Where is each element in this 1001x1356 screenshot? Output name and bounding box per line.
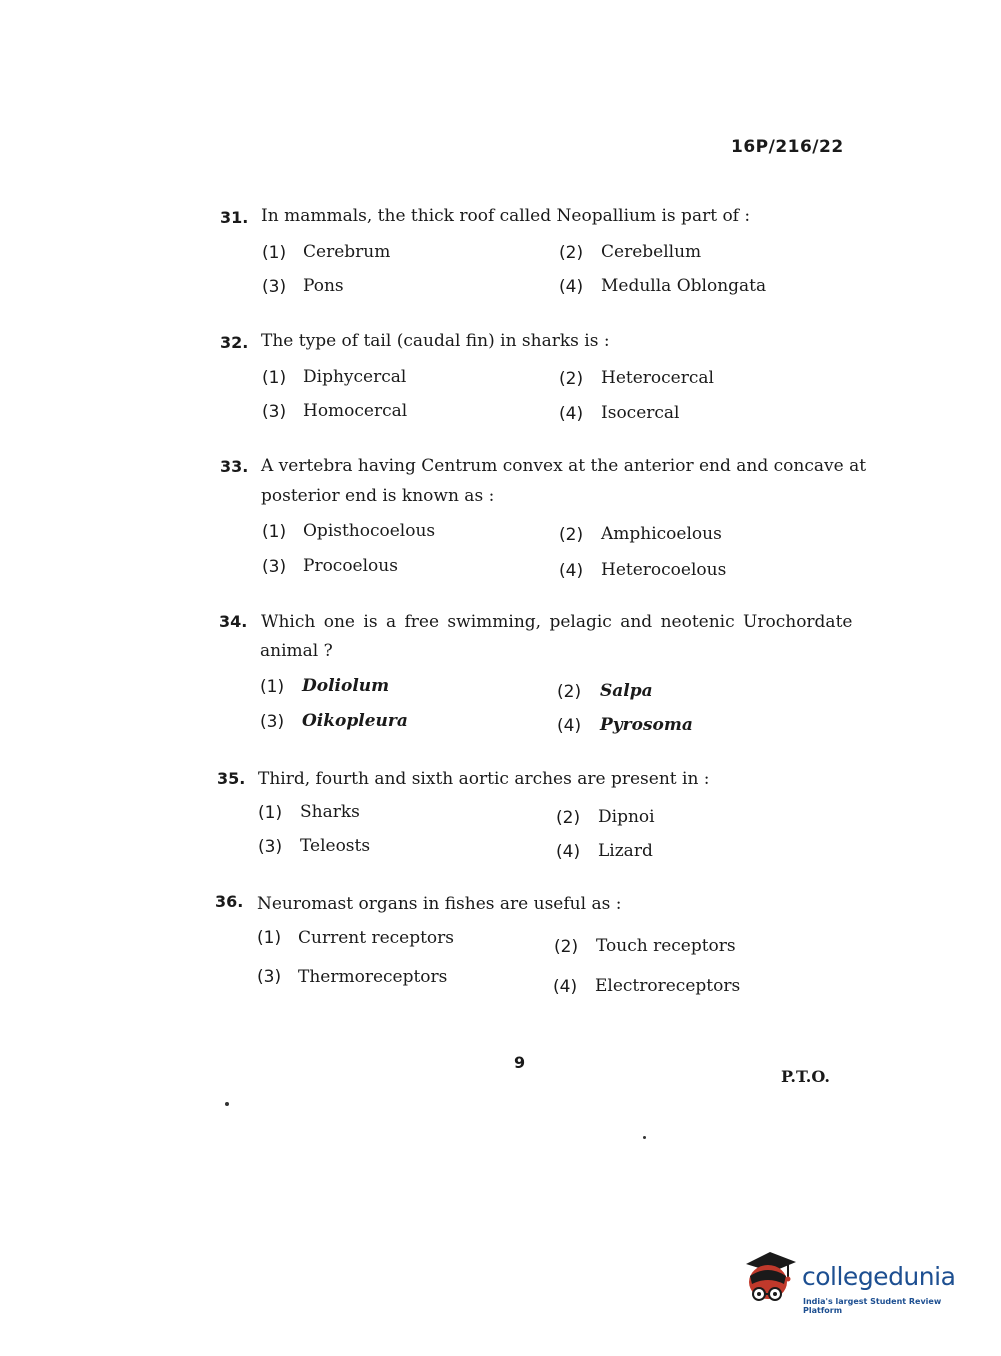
question-number: 31. [220,208,249,227]
collegedunia-logo [740,1248,970,1315]
option-label: Procoelous [303,556,398,576]
option-number: (4) [559,561,584,581]
question-number: 34. [219,612,248,631]
option-label: Diphycercal [303,367,407,387]
question-number: 36. [215,892,244,911]
option-label: Amphicoelous [601,524,722,544]
option-number: (1) [258,803,283,823]
question-text: In mammals, the thick roof called Neopallium is part of : [261,206,751,226]
option-label: Teleosts [300,836,371,856]
scan-speck [643,1136,646,1139]
question-number: 32. [220,333,249,352]
option-number: (4) [556,842,581,862]
question-text-line-1: Which one is a free swimming, pelagic and neotenic Urochordate [261,612,853,632]
option-label: Current receptors [298,928,455,948]
option-number: (3) [262,557,287,577]
option-number: (1) [262,243,287,263]
option-label: Pons [303,276,344,296]
option-label: Pyrosoma [600,715,693,735]
question-text: The type of tail (caudal fin) in sharks is : [261,331,610,351]
option-number: (2) [559,525,584,545]
option-label: Isocercal [601,403,680,423]
option-number: (1) [257,928,282,948]
scan-speck [225,1102,229,1106]
page-number: 9 [514,1053,526,1072]
option-label: Homocercal [303,401,408,421]
option-label: Heterocoelous [601,560,727,580]
option-label: Touch receptors [596,936,736,956]
option-number: (2) [557,682,582,702]
option-number: (2) [556,808,581,828]
option-number: (4) [557,716,582,736]
option-number: (2) [559,243,584,263]
option-label: Cerebellum [601,242,702,262]
option-number: (1) [260,677,285,697]
option-number: (1) [262,522,287,542]
question-number: 33. [220,457,249,476]
option-label: Salpa [600,681,653,701]
option-number: (2) [559,369,584,389]
question-text-line-2: posterior end is known as : [261,486,495,506]
pto-label: P.T.O. [781,1067,830,1086]
option-label: Opisthocoelous [303,521,436,541]
option-label: Lizard [598,841,653,861]
option-label: Medulla Oblongata [601,276,767,296]
option-number: (4) [559,404,584,424]
option-label: Heterocercal [601,368,714,388]
question-text: Neuromast organs in fishes are useful as : [257,894,622,914]
option-number: (2) [554,937,579,957]
option-number: (4) [559,277,584,297]
option-label: Oikopleura [302,711,408,731]
option-number: (4) [553,977,578,997]
brand-name: collegedunia [802,1262,956,1291]
option-label: Cerebrum [303,242,391,262]
option-label: Thermoreceptors [298,967,448,987]
question-text: Third, fourth and sixth aortic arches are present in : [258,769,710,789]
option-number: (3) [262,277,287,297]
brand-tagline: India's largest Student Review Platform [803,1297,942,1315]
option-label: Electroreceptors [595,976,741,996]
mascot-icon [740,1248,800,1310]
option-number: (3) [260,712,285,732]
option-number: (3) [257,967,282,987]
option-number: (3) [258,837,283,857]
option-label: Sharks [300,802,360,822]
option-number: (3) [262,402,287,422]
option-label: Dipnoi [598,807,655,827]
option-number: (1) [262,368,287,388]
paper-code: 16P/216/22 [731,137,844,157]
question-number: 35. [217,769,246,788]
option-label: Doliolum [302,676,390,696]
question-text-line-2: animal ? [260,641,333,661]
question-text-line-1: A vertebra having Centrum convex at the anterior end and concave at [261,456,867,476]
